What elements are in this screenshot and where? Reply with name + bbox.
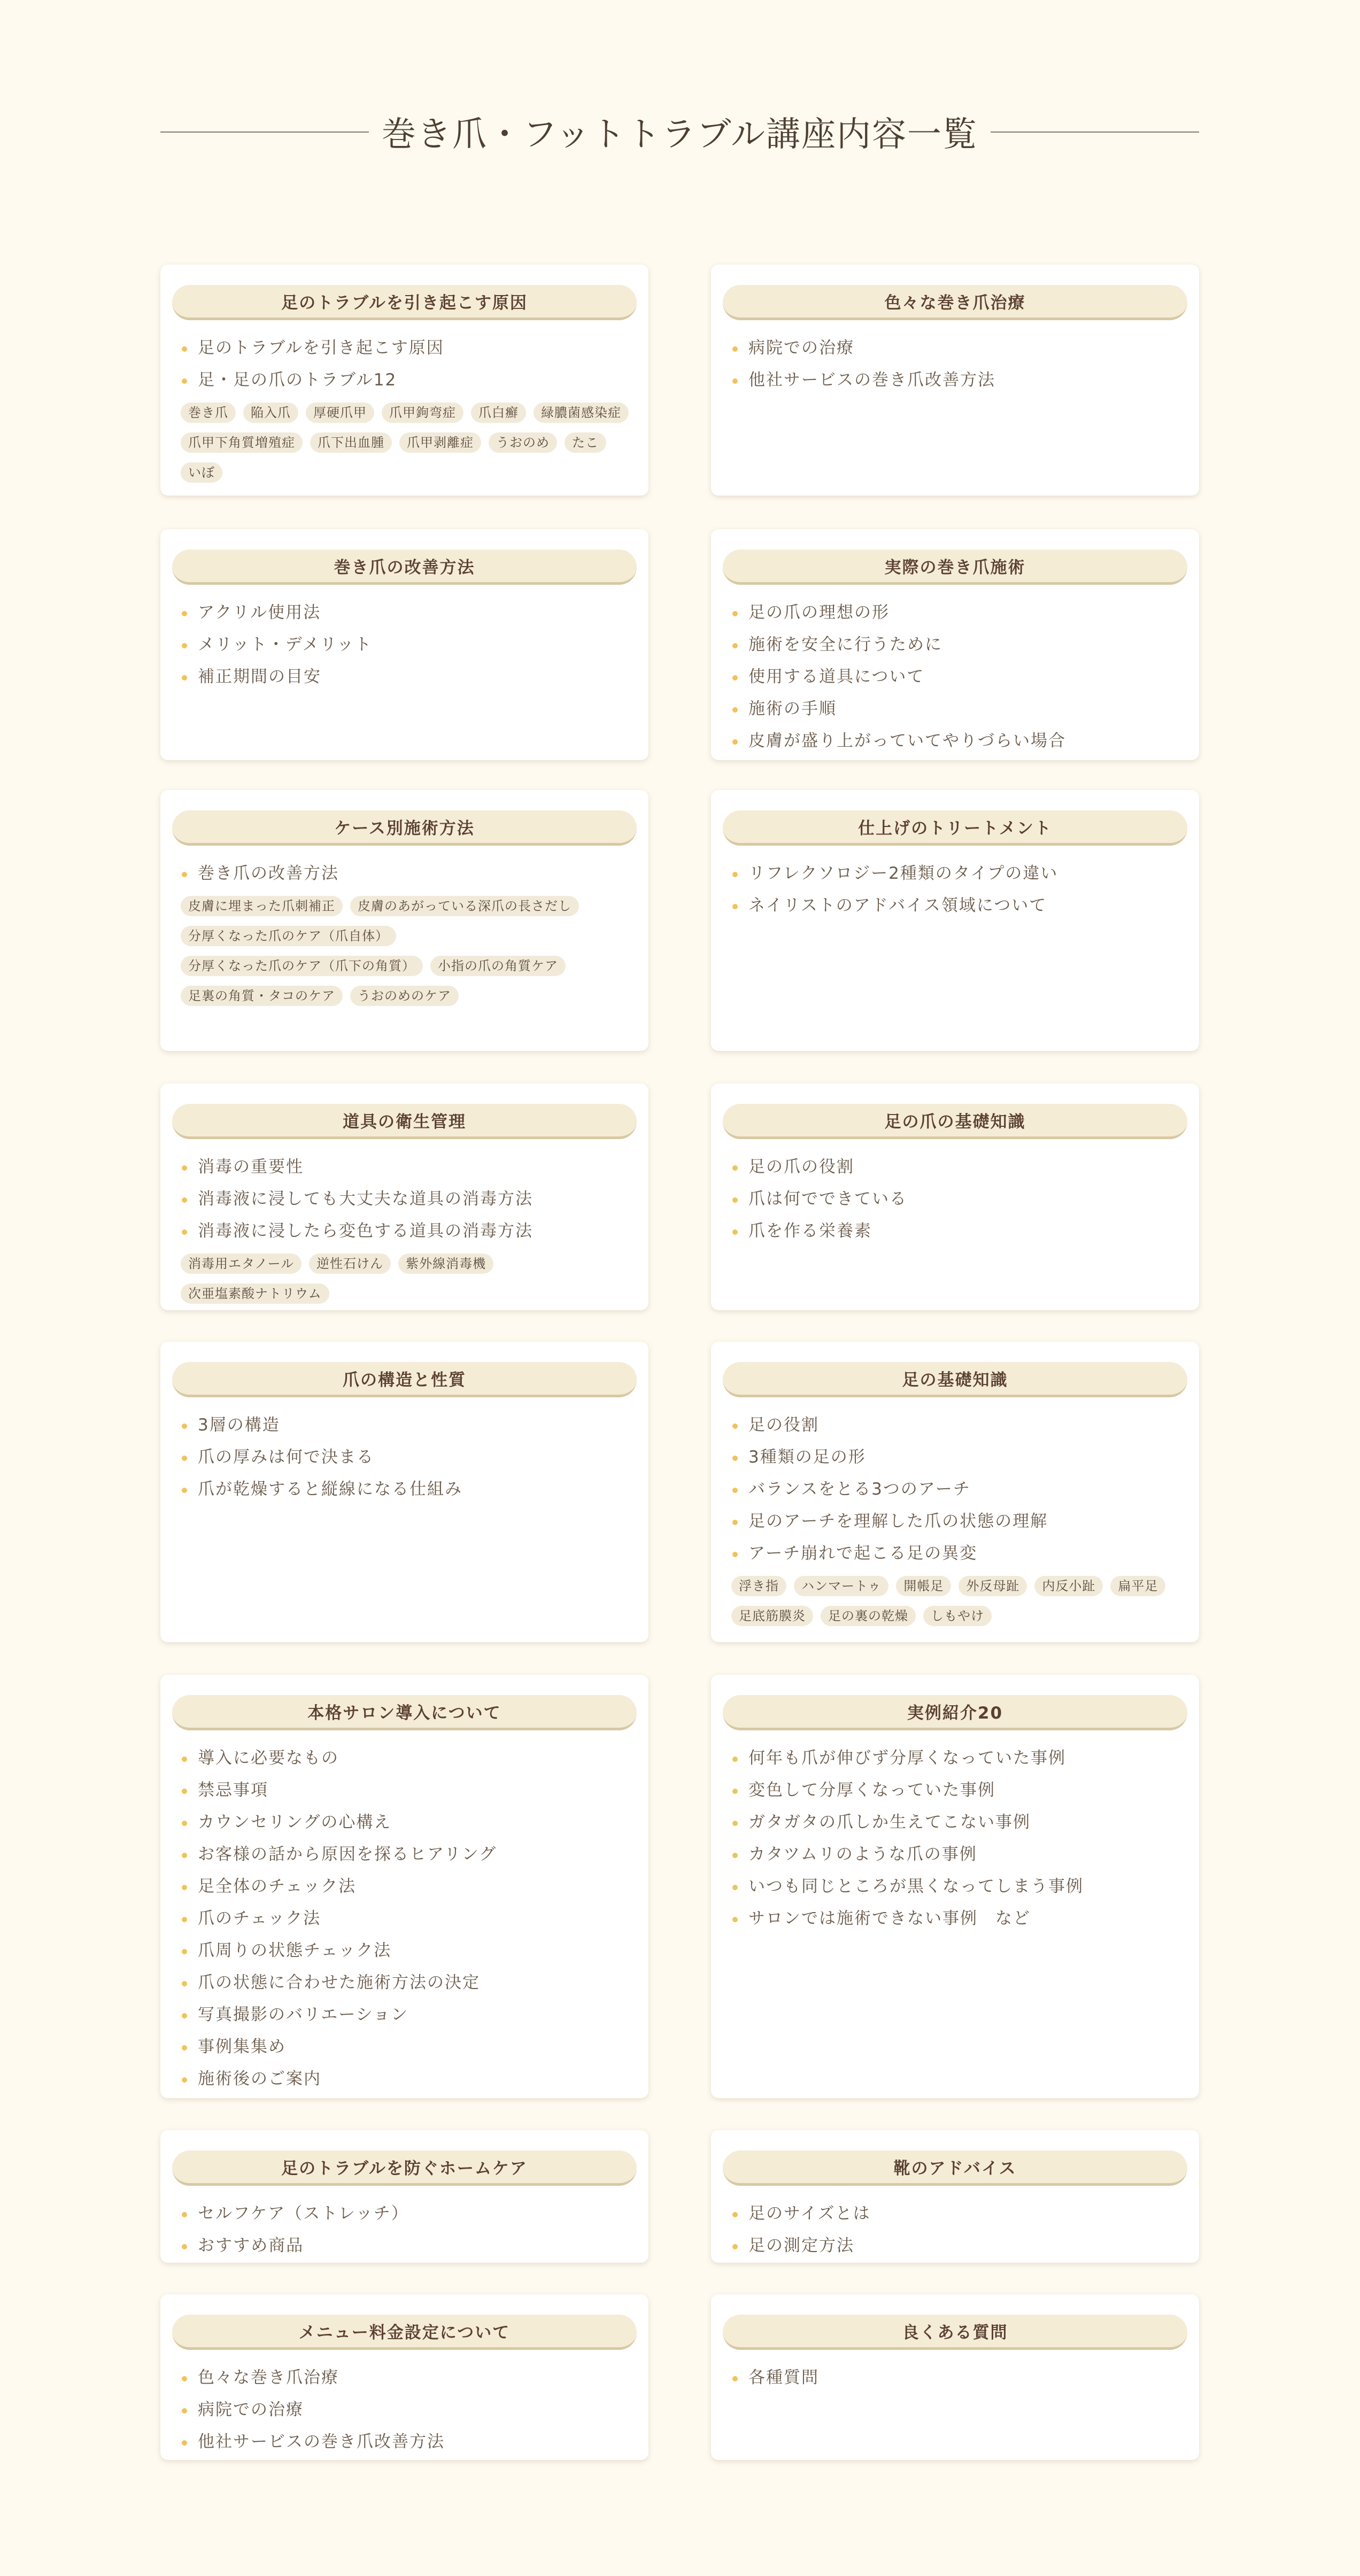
card-title-banner xyxy=(723,1104,1187,1139)
card-title-banner xyxy=(172,1104,637,1139)
tag: 分厚くなった爪のケア（爪自体） xyxy=(181,926,396,946)
card-title-banner xyxy=(723,550,1187,585)
title-divider-right xyxy=(991,131,1199,133)
tag: 消毒用エタノール xyxy=(181,1254,302,1274)
card-content xyxy=(181,1151,632,1307)
card-title-banner xyxy=(172,285,637,320)
topic-item: 病院での治療 xyxy=(181,2394,632,2426)
tag: 爪下出血腫 xyxy=(310,432,392,453)
topic-item: 足の測定方法 xyxy=(731,2230,1183,2262)
topic-item: カウンセリングの心構え xyxy=(181,1806,632,1838)
card-content xyxy=(731,1742,1183,1935)
topic-item: 何年も爪が伸びず分厚くなっていた事例 xyxy=(731,1742,1183,1774)
topic-item: 足の爪の役割 xyxy=(731,1151,1183,1183)
card-title: 足のトラブルを引き起こす原因 xyxy=(281,293,528,313)
page-title: 巻き爪・フットトラブル講座内容一覧 xyxy=(382,115,978,154)
course-card xyxy=(160,790,648,1051)
course-card xyxy=(711,1675,1199,2098)
tag: 外反母趾 xyxy=(959,1576,1027,1596)
card-title-banner xyxy=(172,2315,637,2350)
topic-item: サロンでは施術できない事例 など xyxy=(731,1902,1183,1935)
topic-item: 足の役割 xyxy=(731,1409,1183,1441)
card-content xyxy=(181,1409,632,1505)
topic-item: 病院での治療 xyxy=(731,332,1183,364)
tag: 陥入爪 xyxy=(243,403,298,423)
topic-item: 他社サービスの巻き爪改善方法 xyxy=(181,2426,632,2458)
card-content xyxy=(731,2198,1183,2262)
card-content xyxy=(731,1151,1183,1247)
card-title: 足の爪の基礎知識 xyxy=(884,1112,1026,1132)
course-card xyxy=(160,2294,648,2460)
topic-item: 消毒液に浸しても大丈夫な道具の消毒方法 xyxy=(181,1183,632,1215)
topic-item: 消毒の重要性 xyxy=(181,1151,632,1183)
course-card xyxy=(160,529,648,760)
card-title-banner xyxy=(723,2150,1187,2186)
card-title-banner xyxy=(172,550,637,585)
tag: 爪甲剥離症 xyxy=(399,432,481,453)
card-title-banner xyxy=(172,1362,637,1397)
tag: 巻き爪 xyxy=(181,403,236,423)
card-title: 靴のアドバイス xyxy=(893,2159,1017,2178)
topic-item: 爪の厚みは何で決まる xyxy=(181,1441,632,1473)
topic-item: 事例集集め xyxy=(181,2031,632,2063)
tag: 足の裏の乾燥 xyxy=(821,1606,916,1626)
topic-item: カタツムリのような爪の事例 xyxy=(731,1838,1183,1870)
tag: 皮膚のあがっている深爪の長さだし xyxy=(350,896,579,916)
topic-item: お客様の話から原因を探るヒアリング xyxy=(181,1838,632,1870)
tag: 逆性石けん xyxy=(309,1254,391,1274)
tag: 次亜塩素酸ナトリウム xyxy=(181,1283,329,1304)
topic-item: 足の爪の理想の形 xyxy=(731,597,1183,629)
card-title: 色々な巻き爪治療 xyxy=(884,293,1026,313)
card-title: 爪の構造と性質 xyxy=(343,1371,466,1390)
topic-item: 爪周りの状態チェック法 xyxy=(181,1935,632,1967)
card-title-banner xyxy=(723,810,1187,846)
topic-item: 施術の手順 xyxy=(731,693,1183,725)
course-card xyxy=(711,1342,1199,1642)
tag: たこ xyxy=(565,432,606,453)
course-card xyxy=(711,1084,1199,1310)
card-title-banner xyxy=(723,285,1187,320)
tag: 爪甲鉤弯症 xyxy=(382,403,463,423)
card-title-banner xyxy=(723,1695,1187,1730)
topic-item: 爪を作る栄養素 xyxy=(731,1215,1183,1247)
card-content xyxy=(731,597,1183,757)
topic-item: ネイリストのアドバイス領域について xyxy=(731,889,1183,922)
tag: 爪白癬 xyxy=(471,403,526,423)
tag: うおのめのケア xyxy=(350,986,459,1006)
card-content xyxy=(181,1742,632,2095)
course-card xyxy=(711,2130,1199,2263)
topic-item: 補正期間の目安 xyxy=(181,661,632,693)
card-content xyxy=(181,597,632,693)
card-title: 実例紹介20 xyxy=(907,1704,1003,1723)
card-title: メニュー料金設定について xyxy=(298,2323,511,2342)
topic-item: リフレクソロジー2種類のタイプの違い xyxy=(731,857,1183,889)
card-title-banner xyxy=(172,810,637,846)
card-content xyxy=(731,1409,1183,1629)
topic-item: アクリル使用法 xyxy=(181,597,632,629)
topic-item: 禁忌事項 xyxy=(181,1774,632,1806)
course-card xyxy=(711,265,1199,496)
card-title-banner xyxy=(172,1695,637,1730)
card-title-banner xyxy=(723,1362,1187,1397)
card-title-banner xyxy=(723,2315,1187,2350)
card-title: 道具の衛生管理 xyxy=(343,1112,466,1132)
card-content xyxy=(731,2362,1183,2394)
tag: いぼ xyxy=(181,462,222,483)
topic-item: 足・足の爪のトラブル12 xyxy=(181,364,632,396)
tag: 扁平足 xyxy=(1110,1576,1165,1596)
topic-item: 他社サービスの巻き爪改善方法 xyxy=(731,364,1183,396)
topic-item: 色々な巻き爪治療 xyxy=(181,2362,632,2394)
tag: 浮き指 xyxy=(731,1576,786,1596)
course-card xyxy=(160,1342,648,1642)
topic-item: 足のサイズとは xyxy=(731,2198,1183,2230)
card-content xyxy=(181,332,632,486)
topic-item: アーチ崩れで起こる足の異変 xyxy=(731,1537,1183,1569)
title-divider-left xyxy=(160,131,369,133)
course-card xyxy=(160,2130,648,2263)
topic-item: 使用する道具について xyxy=(731,661,1183,693)
tag: 爪甲下角質増殖症 xyxy=(181,432,303,453)
card-title: 実際の巻き爪施術 xyxy=(884,558,1026,577)
tag: 分厚くなった爪のケア（爪下の角質） xyxy=(181,956,423,976)
card-title: 仕上げのトリートメント xyxy=(858,819,1052,838)
topic-item: ガタガタの爪しか生えてこない事例 xyxy=(731,1806,1183,1838)
tag: 厚硬爪甲 xyxy=(306,403,374,423)
topic-item: 導入に必要なもの xyxy=(181,1742,632,1774)
card-title: 良くある質問 xyxy=(902,2323,1008,2342)
topic-item: 写真撮影のバリエーション xyxy=(181,1999,632,2031)
topic-item: 変色して分厚くなっていた事例 xyxy=(731,1774,1183,1806)
topic-item: 足のアーチを理解した爪の状態の理解 xyxy=(731,1505,1183,1537)
topic-item: 3層の構造 xyxy=(181,1409,632,1441)
tag: 足裏の角質・タコのケア xyxy=(181,986,343,1006)
topic-item: おすすめ商品 xyxy=(181,2230,632,2262)
card-title: 足の基礎知識 xyxy=(902,1371,1008,1390)
topic-item: 3種類の足の形 xyxy=(731,1441,1183,1473)
course-card xyxy=(711,790,1199,1051)
card-content xyxy=(181,2198,632,2262)
topic-item: 爪が乾燥すると縦線になる仕組み xyxy=(181,1473,632,1505)
topic-item: 皮膚が盛り上がっていてやりづらい場合 xyxy=(731,725,1183,757)
tag: 緑膿菌感染症 xyxy=(534,403,629,423)
tag: 開帳足 xyxy=(896,1576,951,1596)
tag-list xyxy=(181,1247,632,1307)
topic-item: 巻き爪の改善方法 xyxy=(181,857,632,889)
topic-item: バランスをとる3つのアーチ xyxy=(731,1473,1183,1505)
topic-item: セルフケア（ストレッチ） xyxy=(181,2198,632,2230)
tag-list xyxy=(181,396,632,486)
tag: しもやけ xyxy=(923,1606,992,1626)
tag-list xyxy=(181,889,632,1009)
course-card xyxy=(711,2294,1199,2460)
topic-item: 足のトラブルを引き起こす原因 xyxy=(181,332,632,364)
card-title: 本格サロン導入について xyxy=(307,1704,501,1723)
tag: 皮膚に埋まった爪刺補正 xyxy=(181,896,343,916)
page-header xyxy=(160,106,1199,157)
course-card xyxy=(160,1675,648,2098)
card-title: 巻き爪の改善方法 xyxy=(334,558,475,577)
card-title: ケース別施術方法 xyxy=(334,819,475,838)
tag: 小指の爪の角質ケア xyxy=(430,956,566,976)
tag-list xyxy=(731,1569,1183,1629)
topic-item: 足全体のチェック法 xyxy=(181,1870,632,1902)
topic-item: 消毒液に浸したら変色する道具の消毒方法 xyxy=(181,1215,632,1247)
course-card xyxy=(160,265,648,496)
topic-item: 爪のチェック法 xyxy=(181,1902,632,1935)
topic-item: 施術後のご案内 xyxy=(181,2063,632,2095)
card-title-banner xyxy=(172,2150,637,2186)
tag: うおのめ xyxy=(489,432,557,453)
card-content xyxy=(731,857,1183,922)
topic-item: 爪は何でできている xyxy=(731,1183,1183,1215)
card-content xyxy=(181,857,632,1009)
course-card xyxy=(160,1084,648,1310)
course-card xyxy=(711,529,1199,760)
topic-item: メリット・デメリット xyxy=(181,629,632,661)
topic-item: 爪の状態に合わせた施術方法の決定 xyxy=(181,1967,632,1999)
card-title: 足のトラブルを防ぐホームケア xyxy=(281,2159,528,2178)
tag: 内反小趾 xyxy=(1034,1576,1103,1596)
tag: 足底筋膜炎 xyxy=(731,1606,813,1626)
tag: ハンマートゥ xyxy=(794,1576,888,1596)
topic-item: 施術を安全に行うために xyxy=(731,629,1183,661)
card-content xyxy=(731,332,1183,396)
topic-item: 各種質問 xyxy=(731,2362,1183,2394)
tag: 紫外線消毒機 xyxy=(398,1254,493,1274)
topic-item: いつも同じところが黒くなってしまう事例 xyxy=(731,1870,1183,1902)
card-content xyxy=(181,2362,632,2458)
